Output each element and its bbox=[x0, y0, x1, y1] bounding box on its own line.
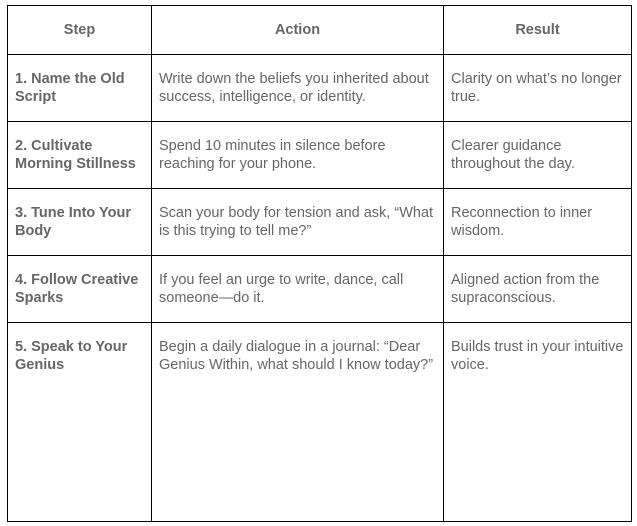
table-header bbox=[8, 6, 632, 55]
action-cell: Spend 10 minutes in silence before reaching for your phone. bbox=[152, 122, 444, 189]
result-cell: Reconnection to inner wisdom. bbox=[444, 189, 632, 256]
result-cell: Clearer guidance throughout the day. bbox=[444, 122, 632, 189]
table-row bbox=[8, 256, 632, 323]
header-result: Result bbox=[444, 6, 632, 55]
step-cell: 4. Follow Creative Sparks bbox=[8, 256, 152, 323]
action-cell: Scan your body for tension and ask, “What is this trying to tell me?” bbox=[152, 189, 444, 256]
action-cell: Begin a daily dialogue in a journal: “Dear Genius Within, what should I know today?” bbox=[152, 323, 444, 522]
result-cell: Aligned action from the supraconscious. bbox=[444, 256, 632, 323]
steps-table bbox=[7, 5, 632, 522]
step-cell: 2. Cultivate Morning Stillness bbox=[8, 122, 152, 189]
step-cell: 5. Speak to Your Genius bbox=[8, 323, 152, 522]
step-cell: 3. Tune Into Your Body bbox=[8, 189, 152, 256]
step-cell: 1. Name the Old Script bbox=[8, 55, 152, 122]
result-cell: Clarity on what’s no longer true. bbox=[444, 55, 632, 122]
action-cell: If you feel an urge to write, dance, call someone—do it. bbox=[152, 256, 444, 323]
action-cell: Write down the beliefs you inherited about success, intelligence, or identity. bbox=[152, 55, 444, 122]
result-cell: Builds trust in your intuitive voice. bbox=[444, 323, 632, 522]
table-row bbox=[8, 323, 632, 522]
table-row bbox=[8, 55, 632, 122]
header-step: Step bbox=[8, 6, 152, 55]
header-action: Action bbox=[152, 6, 444, 55]
header-row bbox=[8, 6, 632, 55]
table-body bbox=[8, 55, 632, 522]
table-row bbox=[8, 122, 632, 189]
table-row bbox=[8, 189, 632, 256]
